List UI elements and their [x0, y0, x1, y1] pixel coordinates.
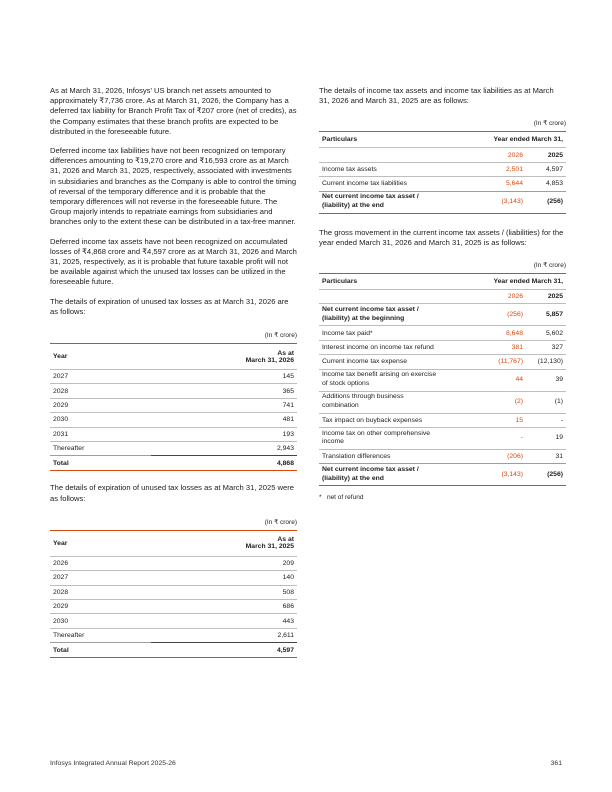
table-row: Income tax benefit arising on exercise of stock options 44 39 — [319, 369, 566, 391]
unused-tax-losses-2026-table — [50, 343, 297, 471]
income-tax-assets-table — [319, 131, 566, 213]
table-unit-label: (In ₹ crore) — [533, 261, 566, 269]
left-column — [50, 86, 297, 658]
table-header-particulars: Particulars — [319, 132, 471, 148]
footnote-mark: * — [319, 494, 322, 502]
footnote-text: net of refund — [326, 494, 364, 502]
table-total-row: Total 4,597 — [50, 643, 297, 658]
table-row: Tax impact on buyback expenses 15 - — [319, 413, 566, 427]
paragraph-deferred-liabilities: Deferred income tax liabilities have not been recognized on temporary differences amounting to ₹19,270 crore and ₹16,593 crore as at March 31, 2026 and March 31, 2025, respectively, associated with investments in subsidiaries and branches as the Company is able to control the timing of reversal of the temporary difference and it is probable that the temporary differences will not reverse in the foreseeable future. The Group majorly intends to repatriate earnings from subsidiaries and branches only to the extent these can be distributed in a tax-free manner. — [50, 146, 297, 227]
table-row: 2029 741 — [50, 398, 297, 412]
table-row: Income tax paid* 8,648 5,602 — [319, 326, 566, 340]
paragraph-gross-movement-intro: The gross movement in the current income tax assets / (liabilities) for the year ended March 31, 2026 and March 31, 2025 is as follows: — [319, 227, 564, 247]
paragraph-us-branch: As at March 31, 2026, Infosys' US branch net assets amounted to approximately ₹7,736 crore. As at March 31, 2026, the Company has a deferred tax liability for Branch Profit Tax of ₹207 crore (net of credits), as the Company estimates that these branch profits are expected to be distributed in the foreseeable future. — [50, 86, 297, 136]
table-row: Net current income tax asset / (liability) at the beginning (256) 5,857 — [319, 304, 566, 326]
paragraph-expiration-2026-intro: The details of expiration of unused tax losses as at March 31, 2026 are as follows: — [50, 296, 289, 316]
table-row: 2026 209 — [50, 556, 297, 570]
table-header-as-at: As at March 31, 2026 — [151, 344, 297, 370]
table-row: Income tax assets 2,501 4,597 — [319, 162, 566, 176]
column-year-previous: 2025 — [526, 289, 566, 303]
unused-tax-losses-2025-table — [50, 530, 297, 658]
table-row: 2029 686 — [50, 599, 297, 613]
table-total-row: Total 4,868 — [50, 456, 297, 471]
table-unit-label: (In ₹ crore) — [264, 332, 297, 340]
paragraph-expiration-2025-intro: The details of expiration of unused tax losses as at March 31, 2025 were as follows: — [50, 483, 294, 503]
table-unit-label: (In ₹ crore) — [264, 518, 297, 526]
column-year-current: 2026 — [471, 289, 526, 303]
column-year-current: 2026 — [471, 148, 526, 162]
table-row: 2030 443 — [50, 614, 297, 628]
table-total-row: Net current income tax asset / (liability) at the end (3,143) (256) — [319, 464, 566, 486]
table-row: Income tax on other comprehensive income - 19 — [319, 427, 566, 449]
paragraph-deferred-assets: Deferred income tax assets have not been recognized on accumulated losses of ₹4,868 crore and ₹4,597 crore as at March 31, 2026 and March 31, 2025, respectively, as it is probable that future taxable profit will not be available against which the unused tax losses can be utilized in the foreseeable future. — [50, 236, 297, 287]
table-row: Current income tax expense (11,767) (12,130) — [319, 355, 566, 369]
tax-movement-table — [319, 273, 566, 486]
table-row: Thereafter 2,611 — [50, 628, 297, 642]
table-row: 2028 508 — [50, 585, 297, 599]
table-row: 2030 481 — [50, 413, 297, 427]
table-row: 2027 140 — [50, 571, 297, 585]
table-header-year-ended: Year ended March 31, — [471, 132, 566, 148]
table-row: Thereafter 2,943 — [50, 442, 297, 456]
table-row: 2028 365 — [50, 384, 297, 398]
table-header-year: Year — [50, 530, 151, 556]
column-year-previous: 2025 — [526, 148, 566, 162]
right-column — [319, 86, 566, 501]
footer-report-title: Infosys Integrated Annual Report 2025-26 — [50, 760, 176, 767]
table-total-row: Net current income tax asset / (liability) at the end (3,143) (256) — [319, 191, 566, 213]
table-row: Current income tax liabilities 5,644 4,853 — [319, 177, 566, 191]
table-header-as-at: As at March 31, 2025 — [151, 530, 297, 556]
table-header-year: Year — [50, 344, 151, 370]
footnote — [319, 494, 566, 501]
table-row: Translation differences (206) 31 — [319, 449, 566, 463]
paragraph-tax-assets-intro: The details of income tax assets and income tax liabilities as at March 31, 2026 and March 31, 2025 are as follows: — [319, 86, 554, 106]
table-row: Additions through business combination (2) (1) — [319, 391, 566, 413]
table-row: 2031 193 — [50, 427, 297, 441]
table-row: Interest income on income tax refund 381 327 — [319, 340, 566, 354]
table-unit-label: (In ₹ crore) — [533, 120, 566, 128]
table-header-particulars: Particulars — [319, 273, 471, 289]
table-row: 2027 145 — [50, 370, 297, 384]
footer-page-number: 361 — [550, 760, 562, 767]
table-header-year-ended: Year ended March 31, — [471, 273, 566, 289]
